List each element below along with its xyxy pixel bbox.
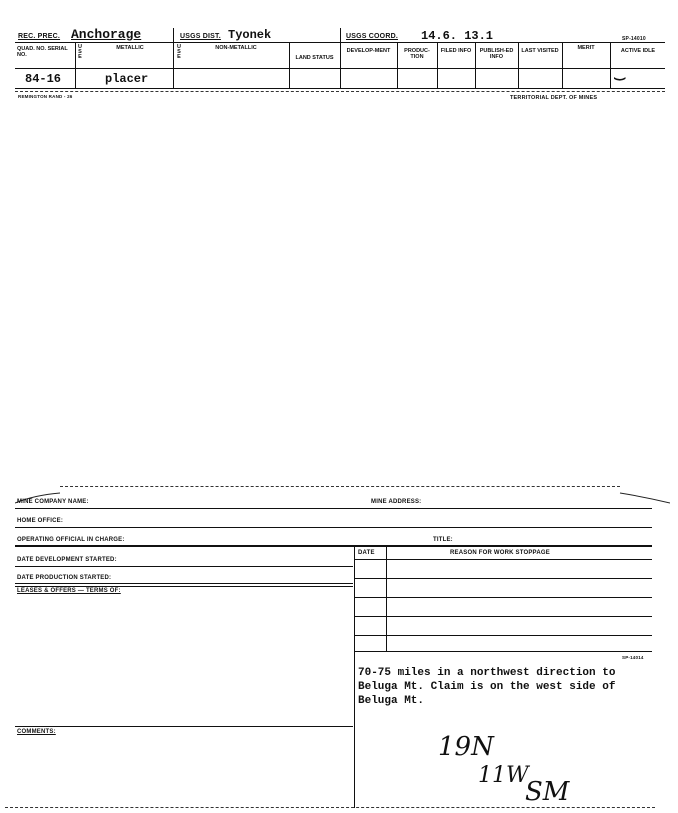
- handwritten-notes: [430, 710, 590, 810]
- date-column-header: DATE: [358, 550, 375, 556]
- reason-column-header: REASON FOR WORK STOPPAGE: [450, 550, 550, 556]
- header-use-2: U S E: [177, 44, 181, 60]
- usgs-coord-label: USGS COORD.: [346, 33, 398, 40]
- bottom-card: [0, 480, 678, 813]
- mine-address-label: MINE ADDRESS:: [371, 499, 422, 505]
- comments-label: COMMENTS:: [17, 729, 56, 735]
- top-footer-right: TERRITORIAL DEPT. OF MINES: [510, 95, 598, 101]
- operating-official-label: OPERATING OFFICIAL IN CHARGE:: [17, 537, 125, 543]
- handwritten-19n: 19N: [438, 732, 494, 762]
- handwritten-sm: SM: [525, 777, 570, 807]
- rec-prec-value: Anchorage: [71, 27, 142, 42]
- header-merit: MERIT: [577, 45, 595, 51]
- home-office-label: HOME OFFICE:: [17, 518, 64, 524]
- remarks-line-2: Beluga Mt. Claim is on the west side of: [358, 681, 616, 693]
- row-metallic: placer: [105, 72, 149, 86]
- top-card: [0, 0, 678, 110]
- top-footer-left: REMINGTON RAND - 26: [18, 94, 73, 99]
- header-quad-serial: QUAD. NO. SERIAL NO.: [17, 46, 68, 58]
- rec-prec-label: REC. PREC.: [18, 33, 61, 40]
- row-quad-serial: 84-16: [25, 72, 62, 86]
- header-development: DEVELOP-MENT: [346, 48, 391, 54]
- remarks-line-1: 70-75 miles in a northwest direction to: [358, 667, 616, 679]
- header-metallic: METALLIC: [116, 45, 144, 51]
- header-production: PRODUC-TION: [404, 48, 430, 60]
- usgs-dist-label: USGS DIST.: [180, 33, 221, 40]
- usgs-dist-value: Tyonek: [228, 28, 272, 42]
- remarks-line-3: Beluga Mt.: [358, 695, 425, 707]
- leases-offers-label: LEASES & OFFERS — TERMS OF:: [17, 588, 121, 594]
- handwritten-11w: 11W: [478, 763, 529, 788]
- mine-company-name-label: MINE COMPANY NAME:: [17, 499, 89, 505]
- card-edge-curves: [15, 485, 670, 505]
- header-filed-info: FILED INFO: [440, 48, 472, 54]
- header-non-metallic: NON-METALLIC: [215, 45, 257, 51]
- header-active-idle: ACTIVE IDLE: [620, 48, 656, 54]
- header-use-1: U S E: [78, 44, 82, 60]
- title-label: TITLE:: [433, 537, 453, 543]
- remarks-block: [358, 666, 658, 708]
- bottom-form-number: SP-14014: [622, 655, 644, 660]
- header-land-status: LAND STATUS: [295, 55, 334, 61]
- top-form-number: SP-14010: [622, 36, 646, 42]
- header-published-info: PUBLISH-ED INFO: [479, 48, 514, 60]
- row-active-idle: ): [612, 75, 627, 83]
- usgs-coord-value: 14.6. 13.1: [421, 29, 494, 43]
- date-production-started-label: DATE PRODUCTION STARTED:: [17, 575, 112, 581]
- date-development-started-label: DATE DEVELOPMENT STARTED:: [17, 557, 117, 563]
- header-last-visited: LAST VISITED: [521, 48, 559, 54]
